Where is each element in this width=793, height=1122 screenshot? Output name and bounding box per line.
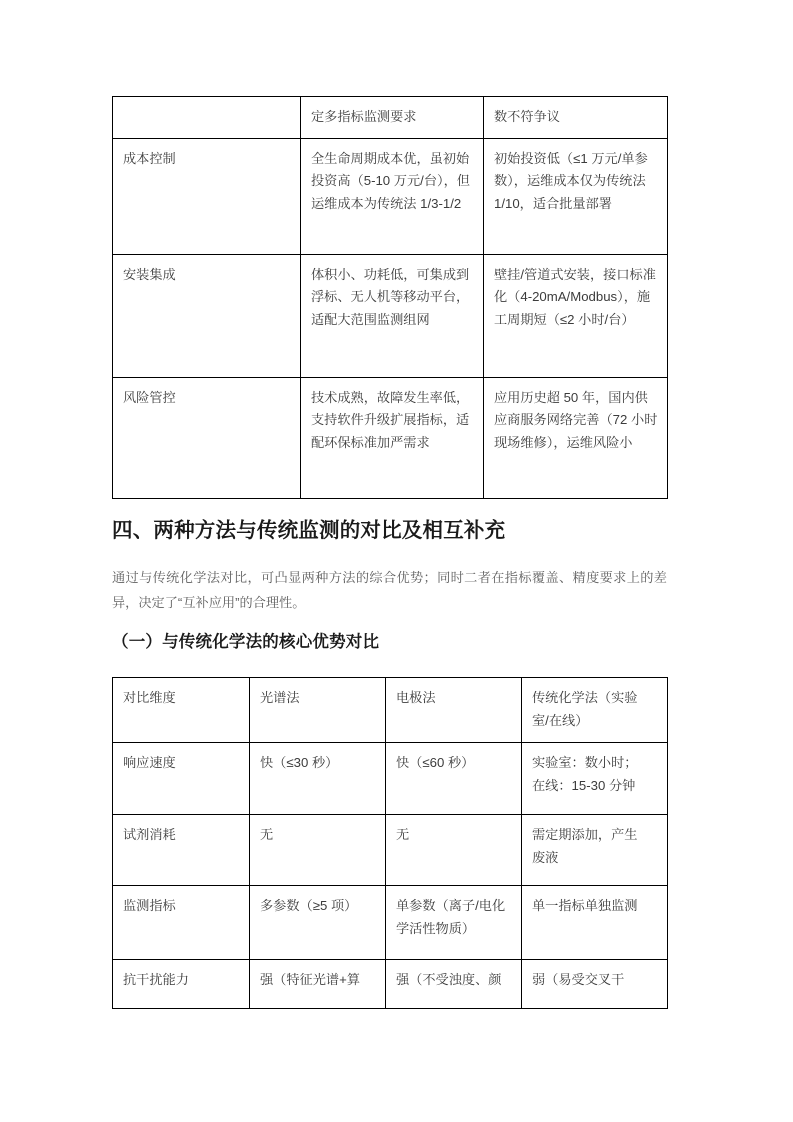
advantage-header-dimension xyxy=(113,97,301,139)
compare-table-wrapper xyxy=(112,677,667,1009)
table-row xyxy=(113,138,668,254)
advantage-row-electrode: 壁挂/管道式安装，接口标准化（4-20mA/Modbus），施工周期短（≤2 小时/台） xyxy=(484,254,668,377)
section-paragraph: 通过与传统化学法对比，可凸显两种方法的综合优势；同时二者在指标覆盖、精度要求上的差异，决定了“互补应用”的合理性。 xyxy=(112,570,667,611)
compare-row-classic-line2: 在线：15-30 分钟 xyxy=(532,777,636,793)
table-row xyxy=(113,815,668,886)
advantage-row-electrode: 应用历史超 50 年，国内供应商服务网络完善（72 小时现场维修），运维风险小 xyxy=(484,377,668,498)
table-row xyxy=(113,678,668,743)
table-row xyxy=(113,743,668,815)
compare-header-classic-line1: 传统化学法（实验 xyxy=(532,690,638,705)
compare-row-electrode: 单参数（离子/电化学活性物质） xyxy=(386,886,522,960)
subsection-heading: （一）与传统化学法的核心优势对比 xyxy=(112,633,380,651)
compare-row-dimension: 试剂消耗 xyxy=(113,815,250,886)
compare-row-electrode: 快（≤60 秒） xyxy=(386,743,522,815)
compare-header-spectral: 光谱法 xyxy=(250,678,386,743)
advantage-table xyxy=(112,96,668,499)
advantage-row-dimension: 成本控制 xyxy=(113,138,301,254)
compare-row-electrode: 强（不受浊度、颜 xyxy=(386,960,522,1009)
compare-row-classic xyxy=(522,815,668,886)
compare-header-classic xyxy=(522,678,668,743)
compare-row-dimension: 抗干扰能力 xyxy=(113,960,250,1009)
compare-row-dimension: 响应速度 xyxy=(113,743,250,815)
compare-row-classic-line2: 废液 xyxy=(532,849,559,865)
advantage-row-electrode: 初始投资低（≤1 万元/单参数），运维成本仅为传统法 1/10，适合批量部署 xyxy=(484,138,668,254)
compare-row-classic-line1: 弱（易受交叉干 xyxy=(532,972,625,987)
table-row xyxy=(113,886,668,960)
advantage-row-spectral: 技术成熟，故障发生率低，支持软件升级扩展指标，适配环保标准加严需求 xyxy=(301,377,484,498)
advantage-row-spectral: 全生命周期成本优，虽初始投资高（5-10 万元/台），但运维成本为传统法 1/3-1/2 xyxy=(301,138,484,254)
section-heading-wrapper xyxy=(112,518,667,545)
table-row xyxy=(113,377,668,498)
advantage-row-spectral: 体积小、功耗低，可集成到浮标、无人机等移动平台，适配大范围监测组网 xyxy=(301,254,484,377)
compare-header-electrode: 电极法 xyxy=(386,678,522,743)
compare-row-spectral: 强（特征光谱+算 xyxy=(250,960,386,1009)
compare-row-classic xyxy=(522,960,668,1009)
compare-row-classic-line1: 实验室：数小时； xyxy=(532,755,638,770)
subsection-heading-wrapper xyxy=(112,632,667,653)
compare-row-spectral: 多参数（≥5 项） xyxy=(250,886,386,960)
compare-row-dimension: 监测指标 xyxy=(113,886,250,960)
advantage-header-spectral: 定多指标监测要求 xyxy=(301,97,484,139)
compare-row-classic-line1: 需定期添加，产生 xyxy=(532,827,638,842)
compare-row-spectral: 无 xyxy=(250,815,386,886)
compare-row-classic xyxy=(522,743,668,815)
table-row xyxy=(113,254,668,377)
advantage-header-electrode: 数不符争议 xyxy=(484,97,668,139)
advantage-row-dimension: 风险管控 xyxy=(113,377,301,498)
compare-row-classic xyxy=(522,886,668,960)
advantage-row-dimension: 安装集成 xyxy=(113,254,301,377)
compare-row-classic-line1: 单一指标单独监测 xyxy=(532,898,638,913)
section-paragraph-wrapper xyxy=(112,565,667,616)
table-row xyxy=(113,97,668,139)
compare-table xyxy=(112,677,668,1009)
compare-header-classic-line2: 室/在线） xyxy=(532,712,589,728)
advantage-table-wrapper xyxy=(112,96,667,499)
compare-header-dimension: 对比维度 xyxy=(113,678,250,743)
compare-row-spectral: 快（≤30 秒） xyxy=(250,743,386,815)
compare-row-electrode: 无 xyxy=(386,815,522,886)
table-row xyxy=(113,960,668,1009)
section-heading: 四、两种方法与传统监测的对比及相互补充 xyxy=(112,519,506,542)
